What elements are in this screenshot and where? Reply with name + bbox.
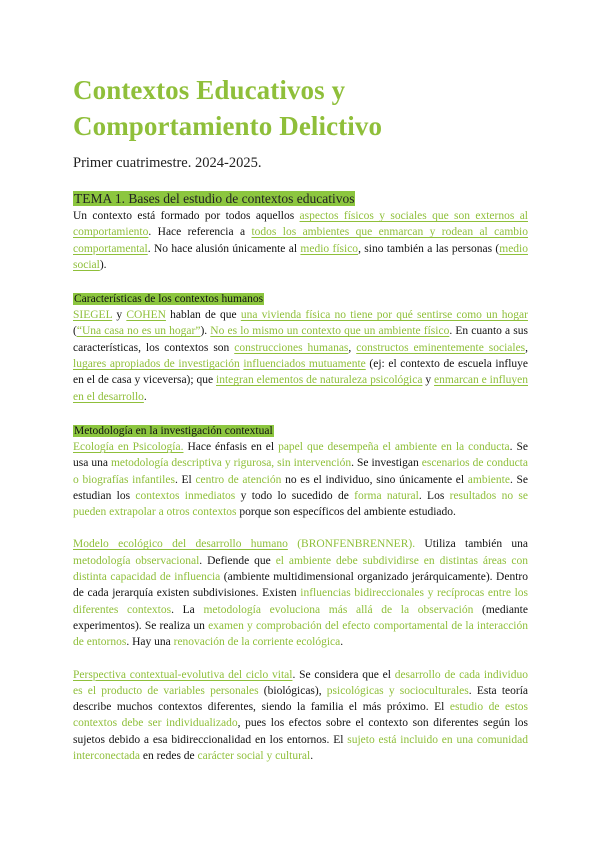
subsection-heading-caracteristicas: Características de los contextos humanos: [74, 293, 264, 306]
underlined-term: influenciados mutuamente: [243, 358, 366, 371]
underlined-term: medio físico: [300, 242, 359, 255]
text-span: Un contexto está formado por todos aquellos: [73, 210, 300, 222]
text-span: ).: [200, 325, 211, 338]
underlined-term: una vivienda física no tiene por qué sentirse como un hogar: [240, 309, 528, 322]
underlined-term: No es lo mismo un contexto que un ambiente físico: [210, 325, 450, 338]
underlined-term: constructos eminentemente sociales: [356, 341, 526, 354]
highlighted-term: renovación de la corriente ecológica: [173, 636, 341, 649]
highlighted-term: metodología evoluciona más allá de la observación: [203, 603, 474, 616]
text-span: porque son específicos del ambiente estudiado.: [236, 506, 456, 519]
text-span: (: [73, 325, 77, 338]
text-span: (biológicas),: [258, 684, 327, 697]
underlined-term: integran elementos de naturaleza psicológica: [216, 374, 423, 387]
text-span: en redes de: [140, 750, 198, 763]
text-span: Utiliza también una: [415, 538, 528, 551]
text-span: .: [143, 390, 147, 403]
underlined-term: medio social: [73, 242, 528, 271]
author-bronfenbrenner: (BRONFENBRENNER).: [297, 538, 416, 551]
subsection-heading-metodologia: Metodología en la investigación contextual: [74, 424, 273, 437]
text-span: ).: [99, 258, 107, 271]
highlighted-term: forma natural: [354, 489, 419, 502]
document-subtitle: Primer cuatrimestre. 2024-2025.: [73, 155, 262, 171]
text-span: . Se estudian los: [73, 473, 529, 502]
underlined-term: lugares apropiados de investigación: [73, 358, 240, 371]
text-span: . Se investigan: [351, 457, 422, 470]
underlined-term: Perspectiva contextual-evolutiva del ciclo vital: [73, 668, 293, 681]
author-siegel: SIEGEL: [73, 309, 113, 322]
paragraph-perspectiva-contextual: [73, 667, 528, 765]
text-span: . No hace alusión únicamente al: [147, 242, 301, 255]
highlighted-term: carácter social y cultural: [197, 750, 311, 763]
text-span: ,: [348, 341, 357, 354]
text-span: . Esta teoría describe muchos contextos diferentes, siendo la familia el más próximo. El: [73, 684, 528, 714]
document-title: Contextos Educativos y Comportamiento Delictivo: [73, 75, 383, 141]
underlined-term: Ecología en Psicología.: [73, 440, 184, 453]
highlighted-term: papel que desempeña el ambiente en la conducta: [278, 440, 510, 453]
section-tema-1: [73, 190, 528, 273]
text-span: y: [422, 374, 435, 387]
underlined-term: Modelo ecológico del desarrollo humano: [73, 538, 288, 551]
paragraph-gap: [73, 651, 528, 667]
highlighted-term: contextos inmediatos: [135, 489, 236, 502]
text-span: [288, 538, 297, 550]
text-span: . Defiende que: [199, 554, 276, 567]
paragraph-gap: [73, 520, 528, 536]
highlighted-term: centro de atención: [195, 473, 282, 486]
paragraph-ecologia-psicologia: [73, 439, 528, 520]
highlighted-term: resultados no se pueden extrapolar a otros contextos: [73, 489, 528, 519]
text-span: . Hace referencia a: [148, 226, 252, 239]
text-span: (ambiente multidimensional organizado jerárquicamente). Dentro de cada jerarquía existen subdivisiones. Existen: [73, 571, 528, 600]
paragraph-caracteristicas: [73, 307, 528, 405]
text-span: y todo lo sucedido de: [235, 489, 355, 502]
text-span: hablan de que: [165, 309, 241, 322]
highlighted-term: metodología observacional: [73, 554, 200, 567]
highlighted-term: influencias bidireccionales y recíprocas entre los diferentes contextos: [73, 587, 528, 616]
highlighted-term: psicológicas y socioculturales: [326, 684, 469, 697]
quote-term: “Una casa no es un hogar”: [76, 325, 201, 338]
highlighted-term: estudio de estos contextos debe ser individualizado: [73, 701, 529, 730]
section-heading-tema-1: TEMA 1. Bases del estudio de contextos educativos: [74, 191, 355, 206]
text-span: (mediante experimentos). Se realiza un: [73, 603, 528, 632]
text-span: . Se considera que el: [292, 668, 395, 681]
text-span: .: [310, 750, 314, 763]
highlighted-term: metodología descriptiva y rigurosa, sin intervención: [110, 457, 352, 470]
highlighted-term: examen y comprobación del efecto comportamental de la interacción de entornos: [73, 619, 529, 649]
highlighted-term: el ambiente debe subdividirse en distintas áreas con distinta capacidad de influencia: [73, 554, 528, 584]
text-span: . Se usa una: [73, 440, 528, 470]
text-span: , sino también a las personas (: [358, 242, 500, 255]
text-span: . La: [171, 603, 204, 616]
underlined-term: construcciones humanas: [234, 341, 349, 354]
paragraph-modelo-ecologico: [73, 536, 528, 650]
text-span: . El: [174, 473, 196, 486]
section-metodologia: [73, 421, 528, 764]
text-span: . En cuanto a sus características, los contextos son: [73, 325, 528, 354]
underlined-term: todos los ambientes que enmarcan y rodean al cambio comportamental: [73, 226, 528, 255]
text-span: , pues los efectos sobre el contexto son diferentes según los sujetos debido a esa bidireccionalidad en los entornos. El: [73, 717, 529, 746]
author-cohen: COHEN: [126, 309, 166, 322]
text-span: . Hay una: [126, 636, 174, 649]
text-span: no es el individuo, sino únicamente el: [281, 473, 468, 486]
highlighted-term: desarrollo de cada individuo es el producto de variables personales: [73, 668, 528, 697]
section-caracteristicas: [73, 289, 528, 405]
text-span: y: [112, 309, 127, 322]
highlighted-term: ambiente: [467, 473, 510, 486]
underlined-term: aspectos físicos y sociales que son externos al comportamiento: [73, 210, 528, 239]
text-span: .: [340, 636, 344, 649]
text-span: ,: [525, 341, 529, 354]
underlined-term: enmarcan e influyen en el desarrollo: [73, 374, 529, 403]
text-span: Hace énfasis en el: [183, 440, 279, 453]
highlighted-term: escenarios de conducta o biografías infantiles: [73, 457, 528, 486]
document-page: [73, 72, 528, 764]
text-span: . Los: [418, 489, 450, 502]
highlighted-term: sujeto está incluido en una comunidad interconectada: [73, 733, 528, 763]
paragraph-contexto-definicion: [73, 208, 528, 273]
text-span: (ej: el contexto de escuela influye en el de casa y viceversa); que: [73, 358, 528, 387]
